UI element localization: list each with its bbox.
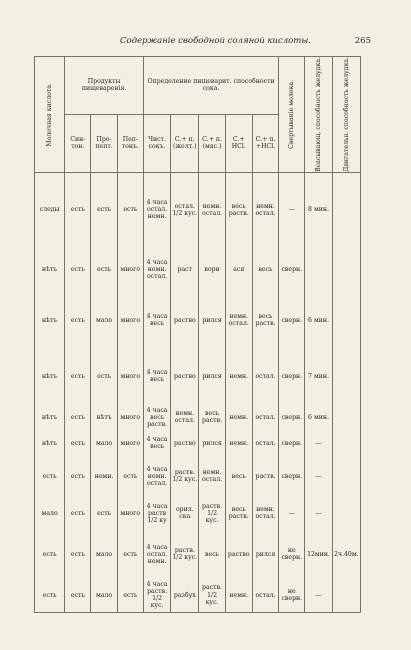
running-title: Содержаніе свободной соляной кислоты.	[119, 36, 311, 46]
table-cell: —	[279, 172, 305, 246]
table-cell: 4 часа весь	[143, 430, 170, 456]
table-cell: рился	[199, 348, 225, 404]
table-cell: нѣтъ	[35, 292, 65, 348]
table-cell: немн.	[225, 404, 252, 430]
col-juice-yolk: С.+ п. (желт.)	[171, 114, 199, 172]
table-cell: рился	[199, 292, 225, 348]
table-cell: есть	[65, 578, 91, 612]
table-cell: остал.	[252, 430, 278, 456]
table-row	[35, 530, 361, 578]
table-cell: мало	[35, 496, 65, 530]
table-cell: есть	[117, 172, 143, 246]
table-row	[35, 348, 361, 404]
table-row	[35, 496, 361, 530]
col-peptone: Пеп-тонъ.	[117, 114, 143, 172]
group-digestion-products: Продукты пищеваренія.	[65, 57, 144, 115]
table-cell: есть	[117, 530, 143, 578]
table-cell: есть	[117, 578, 143, 612]
table-cell: есть	[65, 530, 91, 578]
table-cell: остал.	[252, 348, 278, 404]
col-lactic-acid: Молочная кислота.	[35, 57, 65, 173]
col-absorption: Всасывающ. способность желудка.	[305, 57, 332, 173]
table-cell: мало	[91, 292, 117, 348]
table-cell: 4 часа весь	[143, 348, 170, 404]
table-cell: мало	[91, 578, 117, 612]
table-cell: есть	[35, 578, 65, 612]
table-cell: раство	[225, 530, 252, 578]
table-cell: немн. остал.	[225, 292, 252, 348]
table-cell: раств.	[252, 456, 278, 496]
table-cell: не сверн.	[279, 578, 305, 612]
table-cell: немн. остал.	[199, 172, 225, 246]
table-row	[35, 404, 361, 430]
table-cell: есть	[65, 246, 91, 292]
table-cell: немн.	[225, 348, 252, 404]
table-cell: нѣтъ	[35, 404, 65, 430]
col-pure-juice: Чист. сокъ.	[143, 114, 170, 172]
table-cell: есть	[35, 456, 65, 496]
table-cell: есть	[65, 172, 91, 246]
table-cell: много	[117, 496, 143, 530]
col-juice-meat: С.+ п. (мяс.)	[199, 114, 225, 172]
table-cell: 4 часа раств. 1/2 кус.	[143, 578, 170, 612]
table-cell: остал.	[252, 578, 278, 612]
table-cell: —	[305, 456, 332, 496]
table-cell: мало	[91, 530, 117, 578]
table-cell: сверн.	[279, 456, 305, 496]
table-cell: нѣтъ	[91, 404, 117, 430]
table-cell: рился	[199, 430, 225, 456]
table-cell: немн. остал.	[252, 496, 278, 530]
data-table	[34, 56, 361, 613]
table-cell: раство	[171, 430, 199, 456]
table-row	[35, 578, 361, 612]
table-cell: нѣтъ	[35, 430, 65, 456]
table-cell: есть	[117, 456, 143, 496]
table-cell: —	[279, 496, 305, 530]
table-cell	[332, 430, 360, 456]
table-body	[35, 172, 361, 612]
table-cell: раст	[171, 246, 199, 292]
table-cell: нѣтъ	[35, 246, 65, 292]
table-cell: немн. остал.	[252, 172, 278, 246]
table-cell: сверн.	[279, 404, 305, 430]
table-cell: немн.	[225, 578, 252, 612]
table-cell: есть	[91, 172, 117, 246]
table-cell: есть	[65, 292, 91, 348]
table-cell: разбух	[171, 578, 199, 612]
table-cell: много	[117, 430, 143, 456]
table-cell: 4 часа немн. остал.	[143, 246, 170, 292]
table-cell: 2ч.40м.	[332, 530, 360, 578]
page-number: 265	[354, 36, 371, 46]
table-cell: раств. 1/2 кус.	[199, 496, 225, 530]
table-cell: много	[117, 348, 143, 404]
table-cell: 6 мин.	[305, 292, 332, 348]
table-cell: остал. 1/2 кус.	[171, 172, 199, 246]
col-motility: Двигательн. способность желудка.	[332, 57, 360, 173]
table-cell: 4 часа остал. немн.	[143, 172, 170, 246]
col-syntonin: Син-тон.	[65, 114, 91, 172]
col-propeptone: Про-пепт.	[91, 114, 117, 172]
table-cell: сверн.	[279, 246, 305, 292]
table-row	[35, 172, 361, 246]
table-cell: много	[117, 246, 143, 292]
table-cell: орил. ска	[171, 496, 199, 530]
table-cell: немн. остал.	[171, 404, 199, 430]
table-cell: сверн.	[279, 430, 305, 456]
table-cell: весь раств.	[252, 292, 278, 348]
table-cell: немн. остал.	[199, 456, 225, 496]
table-cell: —	[305, 430, 332, 456]
table-cell: сверн.	[279, 348, 305, 404]
table-cell: много	[117, 404, 143, 430]
table-cell: раств. 1/2 кус.	[199, 578, 225, 612]
table-cell	[332, 292, 360, 348]
table-cell: есть	[65, 430, 91, 456]
table-cell: рился	[252, 530, 278, 578]
table-cell: 4 часа весь	[143, 292, 170, 348]
table-cell: много	[117, 292, 143, 348]
table-cell	[332, 348, 360, 404]
table-cell: 12мин.	[305, 530, 332, 578]
table-cell: 4 часа немн. остал.	[143, 456, 170, 496]
table-cell: весь раств.	[199, 404, 225, 430]
table-cell	[305, 246, 332, 292]
table-cell	[332, 246, 360, 292]
table-cell: есть	[35, 530, 65, 578]
table-cell: 6 мин.	[305, 404, 332, 430]
table-cell: раств. 1/2 кус.	[171, 456, 199, 496]
table-cell: весь	[199, 530, 225, 578]
table-cell: весь раств.	[225, 172, 252, 246]
table-cell: есть	[65, 456, 91, 496]
group-digestive-power: Определение пищеварит. способности сока.	[143, 57, 278, 115]
table-cell: весь	[252, 246, 278, 292]
table-cell: немн.	[225, 430, 252, 456]
table-cell: 4 часа остал. немн.	[143, 530, 170, 578]
table-cell: есть	[91, 496, 117, 530]
table-cell: 4 часа весь раств.	[143, 404, 170, 430]
table-cell: весь	[225, 456, 252, 496]
table-cell: не сверн.	[279, 530, 305, 578]
table-cell: есть	[65, 348, 91, 404]
table-cell: ася	[225, 246, 252, 292]
col-juice-hcl: С.+ HCl.	[225, 114, 252, 172]
table-row	[35, 246, 361, 292]
table-cell: 7 мин.	[305, 348, 332, 404]
table-cell: есть	[91, 348, 117, 404]
table-cell: —	[305, 496, 332, 530]
table-cell: мало	[91, 430, 117, 456]
table-cell: есть	[65, 496, 91, 530]
table-cell: вори	[199, 246, 225, 292]
table-cell: следы	[35, 172, 65, 246]
table-cell: раство	[171, 348, 199, 404]
col-juice-p-hcl: С.+ п. +HCl.	[252, 114, 278, 172]
table-cell	[332, 578, 360, 612]
table-cell: раство	[171, 292, 199, 348]
col-milk-curdling: Свертываніе молока.	[279, 57, 305, 173]
table-cell: есть	[65, 404, 91, 430]
table-cell: нѣтъ	[35, 348, 65, 404]
table-cell	[332, 496, 360, 530]
table-cell: немн.	[91, 456, 117, 496]
table-cell: 4 часа раств 1/2 ку	[143, 496, 170, 530]
table-row	[35, 430, 361, 456]
table-cell	[332, 172, 360, 246]
table-cell: сверн.	[279, 292, 305, 348]
table-cell: —	[305, 578, 332, 612]
table-cell	[332, 456, 360, 496]
table-cell: остал.	[252, 404, 278, 430]
table-cell: раств. 1/2 кус.	[171, 530, 199, 578]
table-row	[35, 456, 361, 496]
table-row	[35, 292, 361, 348]
table-cell	[332, 404, 360, 430]
table-cell: есть	[91, 246, 117, 292]
table-cell: 8 мин.	[305, 172, 332, 246]
table-cell: весь раств.	[225, 496, 252, 530]
